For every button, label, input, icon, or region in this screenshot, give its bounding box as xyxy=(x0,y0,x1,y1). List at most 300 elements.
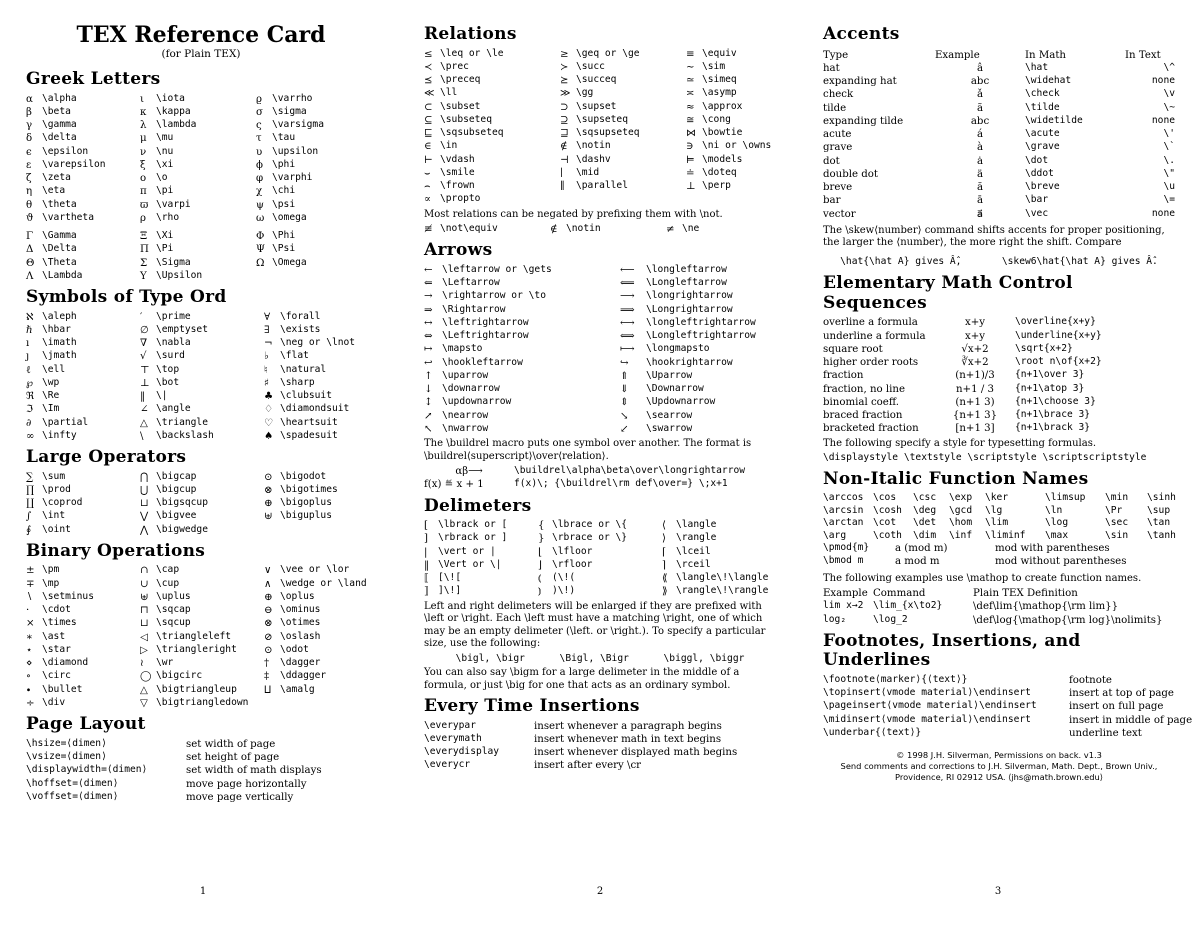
symbol-cell: ϑ xyxy=(26,212,34,224)
symbol-cell: ≀ xyxy=(140,658,144,670)
symbol-cell: ‖ xyxy=(424,559,430,571)
bmod-row xyxy=(823,555,1175,568)
table-cell: \acute xyxy=(1025,128,1060,140)
table-cell: \approx xyxy=(702,100,743,112)
table-cell: \theta xyxy=(42,198,77,210)
accents-header xyxy=(823,49,1175,62)
table-cell: ∛x+2 xyxy=(961,357,989,369)
table-row xyxy=(424,127,776,140)
table-cell: \bmod m xyxy=(823,555,864,567)
symbol-cell: π xyxy=(140,186,147,198)
table-cell: \exp xyxy=(949,492,973,504)
table-cell: \Im xyxy=(42,403,60,415)
table-cell: \lim_{x\to2} xyxy=(873,600,943,612)
symbol-cell: ⊤ xyxy=(140,364,150,376)
table-row xyxy=(424,559,776,572)
symbol-cell: ε xyxy=(26,159,32,171)
relations-note: Most relations can be negated by prefixing them with \not. xyxy=(424,208,723,220)
symbol-cell: ∉ xyxy=(560,141,568,153)
table-row xyxy=(424,343,776,356)
table-cell: \Longrightarrow xyxy=(646,303,733,315)
table-cell: \ast xyxy=(42,630,66,642)
table-cell: á xyxy=(976,129,984,141)
table-row xyxy=(823,600,1175,613)
table-cell: \preceq xyxy=(440,74,481,86)
table-cell: \sin xyxy=(1105,529,1129,541)
table-row xyxy=(26,270,376,283)
table-cell: \cap xyxy=(156,564,180,576)
symbol-cell: √ xyxy=(140,351,147,363)
table-row xyxy=(823,141,1175,154)
table-cell: \footnote⟨marker⟩{⟨text⟩} xyxy=(823,673,968,685)
arrows-heading: Arrows xyxy=(424,240,493,261)
symbol-cell: ∼ xyxy=(686,61,695,73)
symbol-cell: Π xyxy=(140,244,149,256)
table-row xyxy=(26,364,376,377)
table-row xyxy=(26,631,376,644)
table-cell: \everycr xyxy=(424,759,471,771)
table-cell: none xyxy=(1151,207,1175,219)
table-row xyxy=(424,101,776,114)
table-cell: \rceil xyxy=(676,558,711,570)
table-cell: \mp xyxy=(42,577,60,589)
symbol-cell: χ xyxy=(256,186,263,198)
table-row xyxy=(424,193,776,206)
table-cell: \xi xyxy=(156,158,174,170)
table-row xyxy=(26,119,376,132)
table-cell: \cdot xyxy=(42,604,71,616)
table-cell: insert whenever displayed math begins xyxy=(534,747,738,759)
table-row xyxy=(823,422,1175,435)
table-cell: check xyxy=(823,89,854,101)
table-cell: expanding tilde xyxy=(823,115,904,127)
table-cell: \otimes xyxy=(280,617,321,629)
symbol-cell: ≈ xyxy=(686,101,695,113)
symbol-cell: κ xyxy=(140,106,147,118)
symbol-cell: ⇒ xyxy=(424,304,433,316)
symbol-cell: ∑ xyxy=(26,471,34,483)
table-cell: binomial coeff. xyxy=(823,396,899,408)
symbol-cell: ⟹ xyxy=(620,304,635,316)
page-2 xyxy=(424,20,776,900)
symbol-cell: ⌢ xyxy=(424,181,431,193)
table-cell: \widetilde xyxy=(1025,114,1083,126)
table-row xyxy=(26,199,376,212)
table-row xyxy=(26,185,376,198)
symbol-cell: ▷ xyxy=(140,644,148,656)
table-cell: \grave xyxy=(1025,141,1060,153)
table-row xyxy=(26,159,376,172)
table-cell: \oplus xyxy=(280,590,315,602)
table-row xyxy=(424,572,776,585)
table-cell: \gcd xyxy=(949,504,973,516)
table-cell: overline a formula xyxy=(823,317,918,329)
symbol-cell: ⊃ xyxy=(560,101,569,113)
symbol-cell: [ xyxy=(424,520,428,532)
table-cell: \longleftarrow xyxy=(646,263,727,275)
table-cell: \Rightarrow xyxy=(442,303,506,315)
table-row xyxy=(823,713,1193,727)
table-cell: \int xyxy=(42,510,66,522)
table-cell: \arctan xyxy=(823,517,864,529)
table-cell: \longmapsto xyxy=(646,343,710,355)
table-row xyxy=(424,746,776,759)
table-cell: \everypar xyxy=(424,719,476,731)
symbol-cell: ] xyxy=(424,533,428,545)
table-cell xyxy=(576,193,686,206)
symbol-cell: ℜ xyxy=(26,391,35,403)
table-row xyxy=(823,128,1175,141)
symbol-cell: ∐ xyxy=(26,498,35,510)
page-number-1: 1 xyxy=(199,886,207,897)
table-cell: \Leftrightarrow xyxy=(442,330,529,342)
table-cell: \bigtriangleup xyxy=(156,683,237,695)
symbol-cell: ⟷ xyxy=(620,317,635,329)
symbol-cell: ⟨ xyxy=(662,520,666,532)
symbol-cell: ⌊ xyxy=(538,546,542,558)
table-cell: \max xyxy=(1045,529,1069,541)
table-cell: [n+1 3] xyxy=(955,423,995,435)
delimeters-note-2: You can also say \bigm for a large delimeter in the middle of a formula, or just \big for one that acts as an ordinary symbol. xyxy=(424,667,740,691)
symbol-cell: ⪯ xyxy=(424,75,433,87)
symbol-cell: ≻ xyxy=(560,61,569,73)
symbol-cell: Ω xyxy=(256,257,265,269)
table-row xyxy=(26,670,376,683)
symbol-cell: | xyxy=(424,546,428,558)
table-cell: \langle\!\langle xyxy=(676,572,769,584)
table-cell: \rfloor xyxy=(552,558,593,570)
symbol-cell: ∖ xyxy=(26,591,33,603)
table-cell: \rangle xyxy=(676,532,717,544)
table-cell: Type xyxy=(823,49,849,61)
symbol-cell: ← xyxy=(424,264,433,276)
table-row xyxy=(26,430,376,443)
table-row xyxy=(424,330,776,343)
symbol-cell: ϖ xyxy=(140,199,149,211)
page-number-2: 2 xyxy=(596,886,604,897)
table-cell: \div xyxy=(42,696,66,708)
table-cell: \cos xyxy=(873,492,897,504)
table-cell: \bigotimes xyxy=(280,483,338,495)
symbol-cell: ⇔ xyxy=(424,331,433,343)
table-cell: \uparrow xyxy=(442,369,489,381)
table-cell: \alpha xyxy=(42,92,77,104)
symbol-cell: ↖ xyxy=(424,423,433,435)
table-cell: ă xyxy=(976,182,984,194)
symbol-cell: ∉ xyxy=(550,224,558,236)
symbol-cell: ≠ xyxy=(666,224,675,236)
table-cell: \inf xyxy=(949,529,973,541)
table-row xyxy=(26,311,376,324)
table-row xyxy=(823,700,1175,713)
table-cell: \zeta xyxy=(42,172,71,184)
table-cell: \mu xyxy=(156,132,174,144)
table-cell: \det xyxy=(913,517,937,529)
symbol-cell: ⊔ xyxy=(140,618,149,630)
table-cell: \ddagger xyxy=(280,670,327,682)
table-cell: ǎ xyxy=(976,89,984,101)
table-cell: \prod xyxy=(42,483,71,495)
table-cell: \liminf xyxy=(985,529,1026,541)
symbol-cell: ⇕ xyxy=(620,397,629,409)
table-cell: hat xyxy=(823,62,840,74)
table-cell: \ni or \owns xyxy=(702,140,772,152)
mathop-example-1 xyxy=(823,600,1175,613)
table-cell: \Phi xyxy=(272,230,296,242)
table-cell: \lbrack or [ xyxy=(438,519,508,531)
symbol-cell: · xyxy=(26,605,30,617)
table-cell: \tilde xyxy=(1025,101,1060,113)
table-row xyxy=(823,687,1175,700)
table-row xyxy=(823,356,1175,369)
table-cell: \top xyxy=(156,363,180,375)
table-cell: \check xyxy=(1025,88,1060,100)
table-cell: In Text xyxy=(1125,49,1161,61)
buildrel-example-2: f(x) ≝ x + 1 xyxy=(424,479,484,491)
symbol-cell: ⊑ xyxy=(424,128,433,140)
symbol-cell: ≺ xyxy=(424,61,433,73)
table-cell: \hsize=⟨dimen⟩ xyxy=(26,737,107,749)
symbol-cell: ♠ xyxy=(264,430,274,442)
table-cell: \ker xyxy=(985,492,1009,504)
table-cell: x+y xyxy=(964,330,986,342)
table-cell xyxy=(280,697,376,710)
table-cell: \equiv xyxy=(702,47,737,59)
symbol-cell: ⦅ xyxy=(538,573,542,585)
table-cell: \dot xyxy=(1025,154,1049,166)
table-row xyxy=(823,208,1175,221)
table-cell: \lbrace or \{ xyxy=(552,519,628,531)
table-cell: a mod m xyxy=(895,556,940,568)
symbol-cell: ∅ xyxy=(140,324,149,336)
table-cell: insert in middle of page xyxy=(1069,714,1193,726)
symbol-cell: β xyxy=(26,106,32,118)
symbol-cell: Φ xyxy=(256,231,265,243)
table-cell: \hoffset=⟨dimen⟩ xyxy=(26,777,119,789)
footnotes-heading: Footnotes, Insertions, and Underlines xyxy=(823,630,1081,671)
table-cell: \subseteq xyxy=(440,113,492,125)
table-cell: \leftarrow or \gets xyxy=(442,263,552,275)
table-cell: \diamondsuit xyxy=(280,403,350,415)
ord-table xyxy=(26,311,376,444)
elementary-heading: Elementary Math Control Sequences xyxy=(823,273,1073,313)
delimeters-note: Left and right delimeters will be enlarged if they are prefixed with \left or \right. Each \left must have a matching \right, one of which may be an empty delimeter (\left. or \right.). To specify a particular size, use the following: xyxy=(424,600,766,650)
footnotes-table xyxy=(823,673,1193,740)
greek-upper-table xyxy=(26,230,376,283)
table-cell: \sqsupseteq xyxy=(576,127,640,139)
table-cell: grave xyxy=(823,142,853,154)
table-cell: \bigwedge xyxy=(156,523,208,535)
symbol-cell: ⊨ xyxy=(686,154,695,166)
symbol-cell: ↘ xyxy=(620,410,629,422)
table-cell: \infty xyxy=(42,429,77,441)
styles-list: \displaystyle \textstyle \scriptstyle \scriptscriptstyle xyxy=(823,452,1147,464)
table-row xyxy=(823,614,1175,627)
table-cell: \Xi xyxy=(156,230,174,242)
table-cell: \searrow xyxy=(646,409,693,421)
copyright-line: © 1998 J.H. Silverman, Permissions on back. v1.3 xyxy=(896,750,1102,761)
table-row xyxy=(424,357,776,370)
symbol-cell: ♯ xyxy=(264,377,269,389)
table-cell: \widehat xyxy=(1025,75,1072,87)
symbol-cell: Λ xyxy=(26,270,34,282)
table-row xyxy=(424,532,776,545)
symbol-cell: ⊙ xyxy=(264,471,273,483)
table-cell: \Omega xyxy=(272,256,307,268)
styles-note: The following specify a style for typesetting formulas. xyxy=(823,437,1097,449)
table-cell: \" xyxy=(1163,167,1175,179)
symbol-cell: ⟼ xyxy=(620,344,635,356)
table-cell: \root n\of{x+2} xyxy=(1015,356,1102,368)
symbol-cell: ≅ xyxy=(686,114,695,126)
table-cell: \bigodot xyxy=(280,470,327,482)
table-cell: insert on full page xyxy=(1069,701,1164,713)
symbol-cell: } xyxy=(538,533,545,545)
table-row xyxy=(823,587,1175,600)
negated-table xyxy=(424,223,776,236)
table-cell: underline a formula xyxy=(823,330,926,342)
symbol-cell: ‖ xyxy=(140,391,146,403)
symbol-cell: ı xyxy=(26,338,30,350)
table-row xyxy=(823,155,1175,168)
symbol-cell: ⪰ xyxy=(560,75,569,87)
table-cell: log₂ xyxy=(823,613,847,625)
table-cell: bar xyxy=(823,195,841,207)
table-row xyxy=(424,410,776,423)
table-cell: \sim xyxy=(702,60,726,72)
table-row xyxy=(823,727,1175,740)
table-row xyxy=(26,172,376,185)
table-cell: \hbar xyxy=(42,323,71,335)
table-cell: Example xyxy=(823,588,868,599)
every-table xyxy=(424,720,776,773)
greek-heading: Greek Letters xyxy=(26,69,161,90)
table-row xyxy=(823,409,1175,422)
symbol-cell: ∘ xyxy=(26,671,31,683)
symbol-cell xyxy=(686,193,702,206)
table-cell: \uplus xyxy=(156,590,191,602)
table-cell: Command xyxy=(873,588,926,599)
table-row xyxy=(424,74,776,87)
symbol-cell: ∣ xyxy=(560,167,563,179)
table-cell: {n+1\atop 3} xyxy=(1015,382,1085,394)
symbol-cell: × xyxy=(26,618,35,630)
table-row xyxy=(26,497,376,510)
delimeter-sizes: \bigl, \bigr \Bigl, \Bigr \biggl, \biggr xyxy=(455,652,745,664)
table-cell: fraction, no line xyxy=(823,383,905,395)
table-row xyxy=(26,604,376,617)
table-row xyxy=(424,140,776,153)
symbol-cell: ∇ xyxy=(140,338,148,350)
ord-heading: Symbols of Type Ord xyxy=(26,287,227,308)
table-row xyxy=(424,61,776,74)
symbol-cell: ⊇ xyxy=(560,114,569,126)
table-cell: \mid xyxy=(576,166,600,178)
symbol-cell: ↑ xyxy=(424,370,433,382)
table-cell: \underline{x+y} xyxy=(1015,329,1102,341)
symbol-cell: ⊒ xyxy=(560,128,569,140)
symbol-cell: η xyxy=(26,186,33,198)
symbol-cell: Δ xyxy=(26,244,34,256)
table-cell: \neg or \lnot xyxy=(280,337,356,349)
table-row xyxy=(26,417,376,430)
symbol-cell: ℵ xyxy=(26,311,34,323)
table-cell: \mapsto xyxy=(442,343,483,355)
symbol-cell: ≪ xyxy=(424,88,435,100)
table-row xyxy=(424,114,776,127)
table-cell: \coth xyxy=(873,529,902,541)
symbol-cell: ◯ xyxy=(140,671,152,683)
binary-table xyxy=(26,564,376,710)
table-cell: \succ xyxy=(576,60,605,72)
table-cell: \log xyxy=(1045,517,1069,529)
table-cell: )\!) xyxy=(552,585,576,597)
table-cell: \Theta xyxy=(42,256,77,268)
symbol-cell: ⟫ xyxy=(662,586,668,598)
symbol-cell: → xyxy=(424,291,433,303)
table-cell: \frown xyxy=(440,180,475,192)
table-row xyxy=(26,778,376,791)
symbol-cell: ⋀ xyxy=(140,524,149,536)
table-cell: bracketed fraction xyxy=(823,423,919,435)
table-cell: \vert or | xyxy=(438,545,496,557)
relations-table xyxy=(424,48,776,207)
symbol-cell: ν xyxy=(140,146,147,158)
symbol-cell: ⊕ xyxy=(264,591,273,603)
arrows-table xyxy=(424,264,776,436)
table-row xyxy=(823,115,1175,128)
table-cell: \backslash xyxy=(156,429,214,441)
symbol-cell: ⊎ xyxy=(140,591,149,603)
table-cell: \sigma xyxy=(272,105,307,117)
relations-heading: Relations xyxy=(424,24,517,44)
table-row xyxy=(424,519,776,532)
table-cell: \angle xyxy=(156,403,191,415)
table-cell: \bigcirc xyxy=(156,670,203,682)
pmod-row xyxy=(823,542,1175,555)
table-cell: \min xyxy=(1105,492,1129,504)
table-cell: \oint xyxy=(42,523,71,535)
table-cell: \lceil xyxy=(676,545,711,557)
table-cell: \dashv xyxy=(576,153,611,165)
symbol-cell: ⨿ xyxy=(264,684,272,696)
table-cell: \iota xyxy=(156,92,185,104)
table-cell: acute xyxy=(823,129,852,141)
table-cell: \triangleleft xyxy=(156,630,232,642)
table-cell: \imath xyxy=(42,337,77,349)
table-cell: breve xyxy=(823,182,853,194)
table-cell: \breve xyxy=(1025,181,1060,193)
table-row xyxy=(823,505,1175,517)
symbol-cell: ⟧ xyxy=(424,586,430,598)
table-row xyxy=(424,585,776,598)
table-cell: footnote xyxy=(1069,674,1112,686)
table-cell: mod without parentheses xyxy=(995,556,1127,568)
table-row xyxy=(26,484,376,497)
table-cell: \pm xyxy=(42,564,60,576)
symbol-cell: ⌣ xyxy=(424,167,431,179)
table-cell: insert whenever math in text begins xyxy=(534,733,722,745)
symbol-cell: ∃ xyxy=(264,324,270,336)
large-ops-table xyxy=(26,471,376,537)
table-cell: \rightarrow or \to xyxy=(442,290,546,302)
symbol-cell: γ xyxy=(26,120,33,132)
table-cell: set width of math displays xyxy=(186,765,322,777)
symbol-cell: ⟶ xyxy=(620,291,635,303)
table-cell: braced fraction xyxy=(823,410,903,422)
table-cell: \| xyxy=(156,390,168,402)
table-cell: \log_2 xyxy=(873,613,908,625)
